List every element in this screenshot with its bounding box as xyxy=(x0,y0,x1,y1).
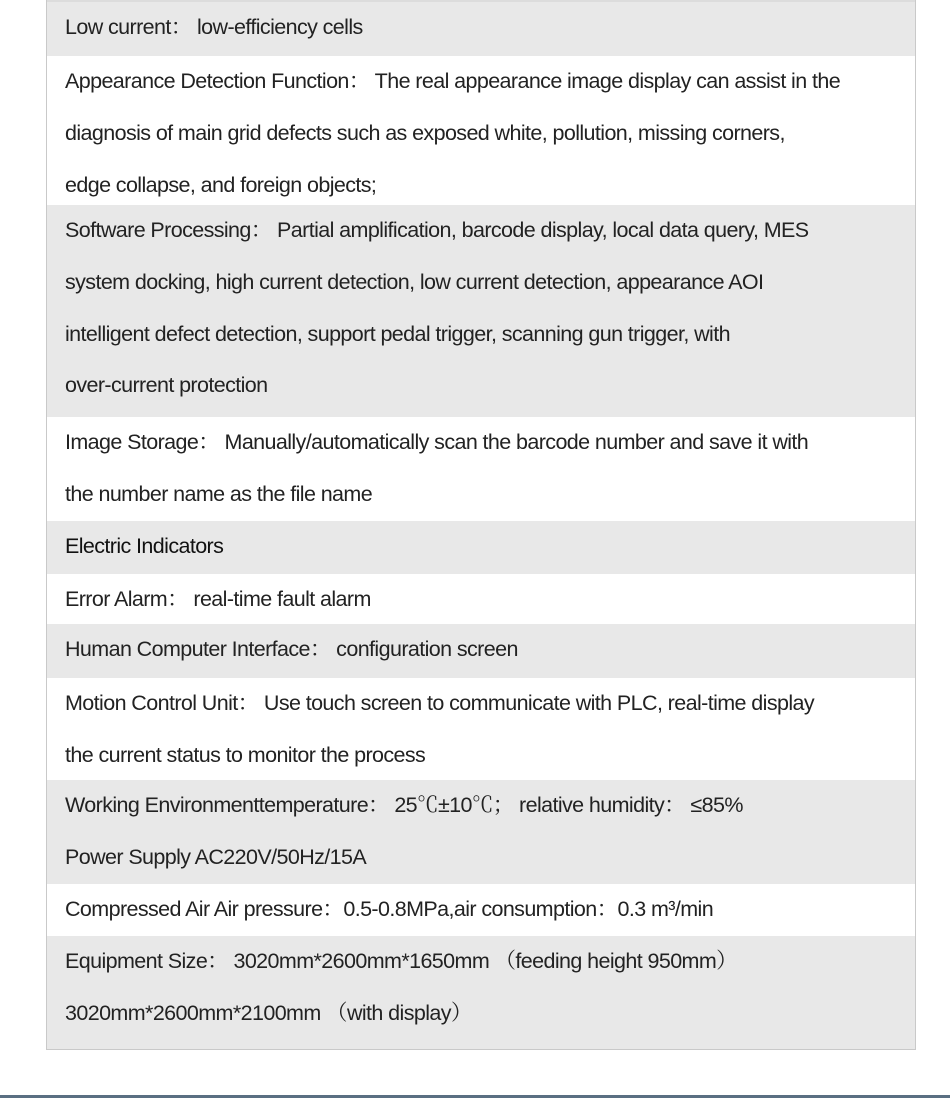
spec-line: system docking, high current detection, low current detection, appearance AOI xyxy=(65,269,764,294)
spec-row-software-processing xyxy=(47,205,915,417)
spec-row-working-environment xyxy=(47,780,915,884)
spec-line: edge collapse, and foreign objects; xyxy=(65,172,377,197)
spec-line: Human Computer Interface： configuration screen xyxy=(65,637,518,661)
spec-row-low-current xyxy=(47,2,915,56)
spec-line: the number name as the file name xyxy=(65,481,373,506)
spec-line: Motion Control Unit： Use touch screen to communicate with PLC, real-time display xyxy=(65,691,815,715)
spec-row-error-alarm xyxy=(47,574,915,624)
section-title: Electric Indicators xyxy=(65,534,224,558)
spec-row-motion-control xyxy=(47,678,915,780)
spec-line: intelligent defect detection, support pedal trigger, scanning gun trigger, with xyxy=(65,321,730,346)
specification-table xyxy=(46,0,916,1050)
spec-line: 3020mm*2600mm*2100mm （with display） xyxy=(65,1000,472,1025)
spec-line: Error Alarm： real-time fault alarm xyxy=(65,587,371,611)
spec-line: the current status to monitor the process xyxy=(65,742,426,767)
spec-line: Compressed Air Air pressure：0.5-0.8MPa,air consumption：0.3 m³/min xyxy=(65,897,714,921)
spec-row-image-storage xyxy=(47,417,915,521)
spec-row-hci xyxy=(47,624,915,678)
section-header-electric-indicators xyxy=(47,521,915,574)
spec-line: Appearance Detection Function： The real appearance image display can assist in the xyxy=(65,69,841,93)
spec-row-equipment-size xyxy=(47,936,915,1050)
spec-row-compressed-air xyxy=(47,884,915,936)
spec-row-appearance-detection xyxy=(47,56,915,205)
spec-line: Image Storage： Manually/automatically scan the barcode number and save it with xyxy=(65,430,809,454)
spec-line: Software Processing： Partial amplification, barcode display, local data query, MES xyxy=(65,218,809,242)
spec-line: Low current： low-efficiency cells xyxy=(65,15,363,39)
spec-line: over-current protection xyxy=(65,373,268,398)
spec-line: Equipment Size： 3020mm*2600mm*1650mm （feeding height 950mm） xyxy=(65,949,738,973)
spec-line: Power Supply AC220V/50Hz/15A xyxy=(65,844,367,869)
spec-line: diagnosis of main grid defects such as exposed white, pollution, missing corners, xyxy=(65,120,785,145)
spec-line: Working Environmenttemperature： 25℃±10℃； relative humidity： ≤85% xyxy=(65,793,743,817)
